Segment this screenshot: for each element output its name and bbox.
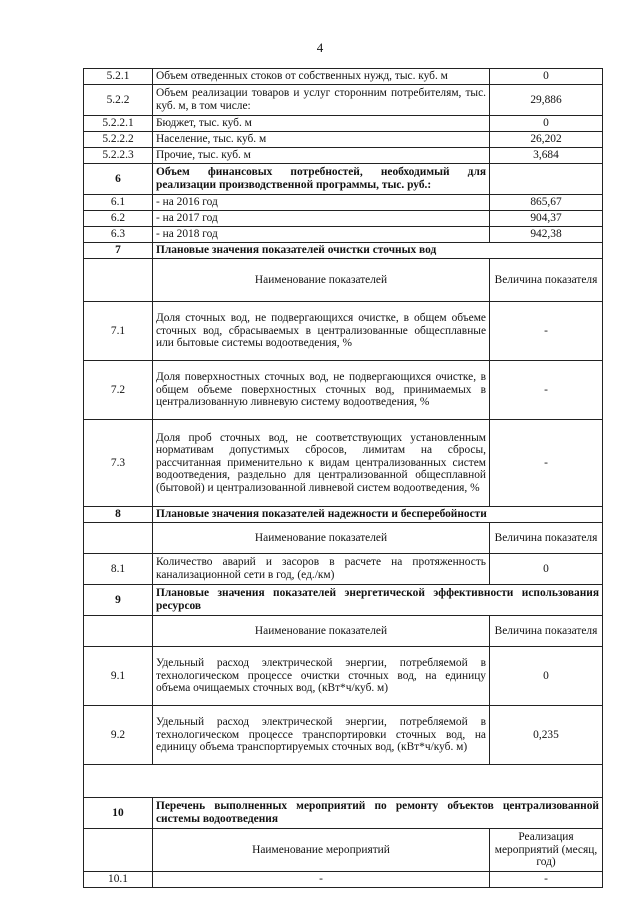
row-value: 0,235 — [490, 706, 603, 765]
table-row — [84, 554, 603, 585]
row-value: 0 — [490, 116, 603, 132]
row-number: 6.1 — [84, 195, 153, 211]
row-value: 0 — [490, 554, 603, 585]
row-value: - — [490, 872, 603, 888]
table-row — [84, 227, 603, 243]
row-value: 3,684 — [490, 148, 603, 164]
sub-header-row — [84, 259, 603, 302]
row-number: 7.2 — [84, 361, 153, 420]
row-number: 6.3 — [84, 227, 153, 243]
row-label: Доля поверхностных сточных вод, не подвергающихся очистке, в общем объеме поверхностных сточных вод, принимаемых в централизованную ливневую систему водоотведения, % — [153, 361, 490, 420]
row-number: 10.1 — [84, 872, 153, 888]
section-number: 6 — [84, 164, 153, 195]
section-row — [84, 164, 603, 195]
row-value: 904,37 — [490, 211, 603, 227]
row-value: - — [490, 420, 603, 507]
row-value: 29,886 — [490, 85, 603, 116]
row-label: Прочие, тыс. куб. м — [153, 148, 490, 164]
row-number: 8.1 — [84, 554, 153, 585]
row-value: 0 — [490, 69, 603, 85]
row-value: 0 — [490, 647, 603, 706]
column-header-name: Наименование показателей — [153, 523, 490, 554]
table-row — [84, 132, 603, 148]
row-label: - на 2017 год — [153, 211, 490, 227]
sub-header-row — [84, 616, 603, 647]
empty-cell — [490, 164, 603, 195]
table-row — [84, 69, 603, 85]
empty-cell — [84, 259, 153, 302]
table-row — [84, 85, 603, 116]
column-header-name: Наименование мероприятий — [153, 829, 490, 872]
report-title-row — [84, 765, 603, 798]
column-header-value: Величина показателя — [490, 259, 603, 302]
row-value: - — [490, 361, 603, 420]
section-number: 8 — [84, 507, 153, 523]
table-row — [84, 195, 603, 211]
table-row — [84, 647, 603, 706]
section-number: 9 — [84, 585, 153, 616]
production-program-table — [83, 68, 603, 888]
row-label: Объем отведенных стоков от собственных нужд, тыс. куб. м — [153, 69, 490, 85]
row-number: 5.2.2.2 — [84, 132, 153, 148]
empty-cell — [84, 829, 153, 872]
section-title: Перечень выполненных мероприятий по ремонту объектов централизованной системы водоотведения — [153, 798, 603, 829]
table-row — [84, 211, 603, 227]
section-row — [84, 798, 603, 829]
section-number: 10 — [84, 798, 153, 829]
column-header-value: Реализация мероприятий (месяц, год) — [490, 829, 603, 872]
row-label: - на 2018 год — [153, 227, 490, 243]
section-title: Плановые значения показателей энергетической эффективности использования ресурсов — [153, 585, 603, 616]
table-row — [84, 706, 603, 765]
row-number: 5.2.2.1 — [84, 116, 153, 132]
section-title: Плановые значения показателей надежности и бесперебойности — [153, 507, 603, 523]
page-number: 4 — [316, 40, 324, 55]
row-value: 942,38 — [490, 227, 603, 243]
column-header-value: Величина показателя — [490, 616, 603, 647]
table-row — [84, 872, 603, 888]
row-label: Бюджет, тыс. куб. м — [153, 116, 490, 132]
section-row — [84, 243, 603, 259]
column-header-name: Наименование показателей — [153, 259, 490, 302]
row-label: Объем реализации товаров и услуг сторонним потребителям, тыс. куб. м, в том числе: — [153, 85, 490, 116]
sub-header-row — [84, 829, 603, 872]
empty-cell — [84, 523, 153, 554]
row-label: Удельный расход электрической энергии, потребляемой в технологическом процессе транспортировки сточных вод, на единицу объема транспортируемых сточных вод, (кВт*ч/куб. м) — [153, 706, 490, 765]
row-value: 865,67 — [490, 195, 603, 211]
sub-header-row — [84, 523, 603, 554]
column-header-name: Наименование показателей — [153, 616, 490, 647]
section-number: 7 — [84, 243, 153, 259]
empty-cell — [84, 616, 153, 647]
row-number: 7.3 — [84, 420, 153, 507]
section-title: Плановые значения показателей очистки сточных вод — [153, 243, 603, 259]
section-row — [84, 507, 603, 523]
section-title: Объем финансовых потребностей, необходимый для реализации производственной программы, тыс. руб.: — [153, 164, 490, 195]
row-number: 5.2.2.3 — [84, 148, 153, 164]
table-row — [84, 420, 603, 507]
table-row — [84, 116, 603, 132]
report-title — [84, 765, 603, 798]
row-label: Количество аварий и засоров в расчете на протяженность канализационной сети в год, (ед./км) — [153, 554, 490, 585]
row-value: 26,202 — [490, 132, 603, 148]
section-row — [84, 585, 603, 616]
row-label: - — [153, 872, 490, 888]
table-row — [84, 302, 603, 361]
row-number: 5.2.2 — [84, 85, 153, 116]
row-number: 9.1 — [84, 647, 153, 706]
table-row — [84, 361, 603, 420]
row-value: - — [490, 302, 603, 361]
row-label: Удельный расход электрической энергии, потребляемой в технологическом процессе очистки сточных вод, на единицу объема очищаемых сточных вод, (кВт*ч/куб. м) — [153, 647, 490, 706]
row-number: 5.2.1 — [84, 69, 153, 85]
row-number: 7.1 — [84, 302, 153, 361]
table-row — [84, 148, 603, 164]
row-label: Доля проб сточных вод, не соответствующих установленным нормативам допустимых сбросов, лимитам на сбросы, рассчитанная применительно к видам централизованных систем водоотведения, раздельно для централизованной общесплавной (бытовой) и централизованной ливневой систем водоотведения, % — [153, 420, 490, 507]
row-number: 9.2 — [84, 706, 153, 765]
row-number: 6.2 — [84, 211, 153, 227]
column-header-value: Величина показателя — [490, 523, 603, 554]
row-label: Доля сточных вод, не подвергающихся очистке, в общем объеме сточных вод, сбрасываемых в централизованные общесплавные или бытовые системы водоотведения, % — [153, 302, 490, 361]
row-label: - на 2016 год — [153, 195, 490, 211]
row-label: Население, тыс. куб. м — [153, 132, 490, 148]
